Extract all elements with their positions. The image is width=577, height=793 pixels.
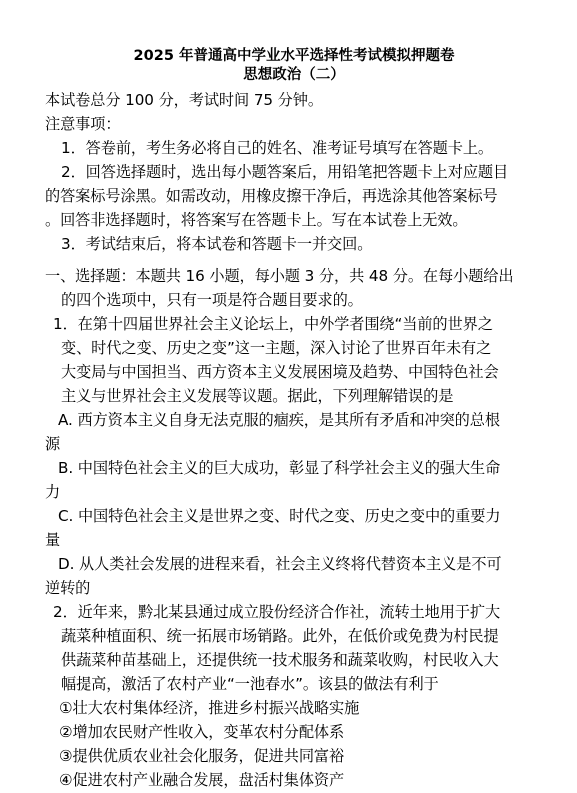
question-1-option-a-line-2: 源 <box>45 435 61 453</box>
question-1-option-c-line-1: C. 中国特色社会主义是世界之变、时代之变、历史之变中的重要力 <box>58 507 501 525</box>
question-2-item-3: ③提供优质农业社会化服务，促进共同富裕 <box>59 747 345 765</box>
note-3: 3．考试结束后，将本试卷和答题卡一并交回。 <box>61 235 373 253</box>
question-2-stem-line-2: 蔬菜种植面积、统一拓展市场销路。此外，在低价或免费为村民提 <box>61 627 499 645</box>
section-heading <box>45 264 543 312</box>
instructions-block <box>45 88 543 256</box>
question-1 <box>45 312 543 600</box>
question-1-option-d-line-1: D. 从人类社会发展的进程来看，社会主义终将代替资本主义是不可 <box>58 555 502 573</box>
note-2-line-3: 。回答非选择题时，将答案写在答题卡上。写在本试卷上无效。 <box>45 211 468 229</box>
question-1-option-b-line-1: B. 中国特色社会主义的巨大成功，彰显了科学社会主义的强大生命 <box>58 459 501 477</box>
question-2-stem-line-3: 供蔬菜种苗基础上，还提供统一技术服务和蔬菜收购，村民收入大 <box>61 651 499 669</box>
question-1-stem-line-3: 大变局与中国担当、西方资本主义发展困境及趋势、中国特色社会 <box>61 363 499 381</box>
notes-heading: 注意事项： <box>45 115 121 133</box>
question-1-stem-line-2: 变、时代之变、历史之变”这一主题，深入讨论了世界百年未有之 <box>61 339 492 357</box>
question-2-item-4: ④促进农村产业融合发展，盘活村集体资产 <box>59 771 345 789</box>
question-1-option-d-line-2: 逆转的 <box>45 579 91 597</box>
exam-info: 本试卷总分 100 分，考试时间 75 分钟。 <box>45 91 323 109</box>
question-2 <box>45 600 543 792</box>
question-2-item-2: ②增加农民财产性收入，变革农村分配体系 <box>59 723 345 741</box>
question-2-stem-line-4: 幅提高，激活了农村产业“一池春水”。该县的做法有利于 <box>61 675 439 693</box>
question-2-item-1: ①壮大农村集体经济，推进乡村振兴战略实施 <box>59 699 360 717</box>
note-2-line-2: 的答案标号涂黑。如需改动，用橡皮擦干净后，再选涂其他答案标号 <box>45 187 498 205</box>
question-1-option-b-line-2: 力 <box>45 483 61 501</box>
question-1-option-a-line-1: A. 西方资本主义自身无法克服的痼疾，是其所有矛盾和冲突的总根 <box>58 411 500 429</box>
question-1-option-c-line-2: 量 <box>45 531 61 549</box>
note-2-line-1: 2．回答选择题时，选出每小题答案后，用铅笔把答题卡上对应题目 <box>61 163 509 181</box>
question-1-stem-line-1: 1．在第十四届世界社会主义论坛上，中外学者围绕“当前的世界之 <box>53 315 493 333</box>
exam-title: 2025 年普通高中学业水平选择性考试模拟押题卷 <box>133 48 455 64</box>
section-heading-line-2: 的四个选项中，只有一项是符合题目要求的。 <box>61 291 363 309</box>
section-heading-line-1: 一、选择题：本题共 16 小题，每小题 3 分，共 48 分。在每小题给出 <box>45 267 514 285</box>
note-1: 1．答卷前，考生务必将自己的姓名、准考证号填写在答题卡上。 <box>61 139 494 157</box>
question-1-stem-line-4: 主义与世界社会主义发展等议题。据此，下列理解错误的是 <box>61 387 454 405</box>
question-2-stem-line-1: 2．近年来，黔北某县通过成立股份经济合作社，流转土地用于扩大 <box>53 603 501 621</box>
exam-subtitle: 思想政治（二） <box>243 67 345 83</box>
